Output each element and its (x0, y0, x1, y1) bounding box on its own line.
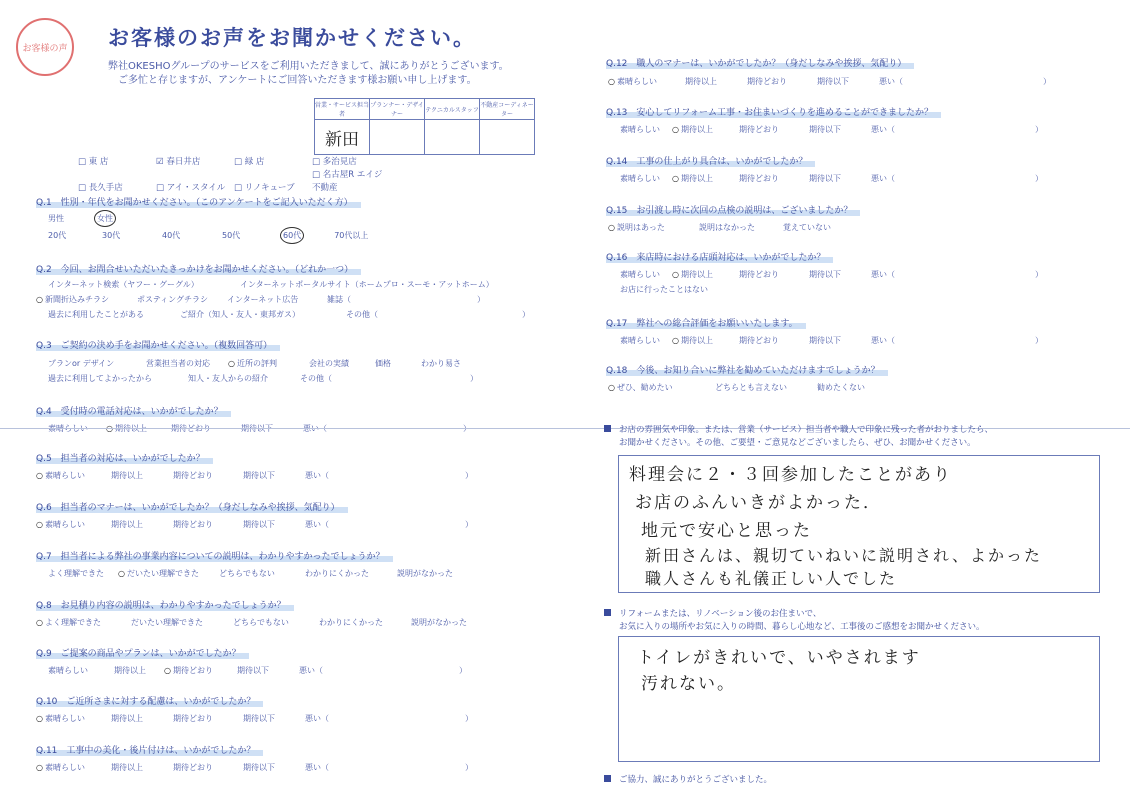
store-checkbox[interactable]: □ 東 店 (78, 157, 109, 167)
q11-option[interactable]: 期待以上 (110, 763, 143, 772)
q16-option-selected[interactable]: 期待以上 (680, 270, 713, 279)
q4-option-selected[interactable]: 期待以上 (114, 424, 147, 433)
q14-title (606, 154, 815, 167)
q11-option[interactable]: 期待以下 (242, 763, 275, 772)
q15-option[interactable]: 説明はなかった (698, 223, 755, 232)
q12-option[interactable]: 悪い（ (878, 77, 903, 86)
q10-title-text: Q.10 ご近所さまに対する配慮は、いかがでしたか？ (36, 694, 263, 707)
store-checkbox[interactable]: □ 多治見店 (312, 157, 357, 167)
q6-options: ○ 素晴らしい 期待以上 期待どおり 期待以下 悪い（ ） (36, 517, 473, 532)
staff-sales-value[interactable]: 新田 (315, 120, 370, 155)
q8-title-text: Q.8 お見積り内容の説明は、わかりやすかったでしょうか？ (36, 598, 294, 611)
q3-options: プランor デザイン 営業担当者の対応 ○ 近所の評判 会社の実績 価格 わかり易さ 過去に利用してよかったから 知人・友人からの紹介 その他（ ） (48, 356, 478, 386)
handwritten-line: トイレがきれいで、いやされます (637, 648, 921, 668)
store-checkbox[interactable]: ☑ 春日井店 (156, 157, 201, 167)
q2-option[interactable]: インターネット広告 (226, 295, 299, 304)
q7-title (36, 549, 393, 562)
q10-option[interactable]: 期待以上 (110, 714, 143, 723)
q17-option[interactable]: 悪い（ (870, 336, 895, 345)
q14-option[interactable]: 期待どおり (738, 174, 779, 183)
q3-option[interactable]: その他（ (300, 374, 332, 383)
q15-option-selected[interactable]: 説明はあった (616, 223, 665, 232)
q7-option-selected[interactable]: だいたい理解できた (126, 569, 199, 578)
q12-title-text: Q.12 職人のマナーは、いかがでしたか？（身だしなみや挨拶、気配り） (606, 56, 914, 69)
q1-option[interactable]: 40代 (162, 231, 181, 240)
q13-option[interactable]: 期待どおり (738, 125, 779, 134)
comment-prompt-line: お店の雰囲気や印象。または、営業（サービス）担当者や職人で印象に残った者がおりましたら、 (619, 425, 994, 435)
q3-option[interactable]: わかり易さ (420, 359, 461, 368)
q7-options: よく理解できた ○ だいたい理解できた どちらでもない わかりにくかった 説明がなかった (48, 566, 453, 581)
q2-option[interactable]: 雑誌（ (326, 295, 351, 304)
q13-title (606, 105, 941, 118)
q8-option[interactable]: わかりにくかった (318, 618, 383, 627)
q11-option[interactable]: 悪い（ (304, 763, 329, 772)
handwritten-line: 汚れない。 (641, 674, 736, 694)
q17-options: 素晴らしい ○ 期待以上 期待どおり 期待以下 悪い（ ） (620, 333, 1043, 348)
staff-header: プランナー・デザイナー (370, 99, 425, 120)
q11-title (36, 743, 263, 756)
staff-table (314, 98, 535, 155)
q17-title-text: Q.17 弊社への総合評価をお願いいたします。 (606, 316, 806, 329)
q3-option[interactable]: 過去に利用してよかったから (48, 374, 152, 383)
handwritten-line: 職人さんも礼儀正しい人でした (645, 569, 898, 588)
q2-title (36, 262, 361, 275)
q17-option[interactable]: 期待以下 (808, 336, 841, 345)
q4-option[interactable]: 期待どおり (170, 424, 211, 433)
q12-paren: ） (1042, 77, 1051, 86)
q18-option-selected[interactable]: ぜひ、勧めたい (616, 383, 673, 392)
q17-paren: ） (1034, 336, 1043, 345)
q16-option[interactable]: 素晴らしい (620, 270, 660, 279)
q14-options: 素晴らしい ○ 期待以上 期待どおり 期待以下 悪い（ ） (620, 171, 1043, 186)
q14-title-text: Q.14 工事の仕上がり具合は、いかがでしたか？ (606, 154, 815, 167)
handwritten-line: 新田さんは、親切ていねいに説明され、よかった (645, 546, 1042, 565)
q2-option[interactable]: その他（ (346, 310, 378, 319)
comment-prompt-line: お聞かせください。その他、ご要望・ご意見などございましたら、ぜひ、お聞かせください。 (619, 438, 976, 448)
intro-line: ご多忙と存じますが、アンケートにご回答いただきます様お願い申し上げます。 (118, 75, 477, 86)
q2-option[interactable]: 過去に利用したことがある (48, 310, 144, 319)
q5-option-selected[interactable]: 素晴らしい (44, 471, 85, 480)
q16-option[interactable]: 期待どおり (738, 270, 779, 279)
q1-title (36, 195, 361, 208)
q12-option[interactable]: 期待以上 (684, 77, 717, 86)
q3-option[interactable]: 知人・友人からの紹介 (188, 374, 268, 383)
q3-paren: ） (470, 374, 478, 383)
intro-text (108, 60, 509, 88)
q13-title-text: Q.13 安心してリフォーム工事・お住まいづくりを進めることができましたか？ (606, 105, 941, 118)
q12-option[interactable]: 期待どおり (746, 77, 787, 86)
q18-options: ○ ぜひ、勧めたい どちらとも言えない 勧めたくない (608, 380, 865, 395)
q16-option[interactable]: 期待以下 (808, 270, 841, 279)
q6-option[interactable]: 悪い（ (304, 520, 329, 529)
q16-option[interactable]: お店に行ったことはない (620, 285, 708, 294)
q2-option-selected[interactable]: 新聞折込みチラシ (44, 295, 109, 304)
staff-planner-value[interactable] (370, 120, 425, 155)
q5-option[interactable]: 悪い（ (304, 471, 329, 480)
q8-option[interactable]: 説明がなかった (410, 618, 467, 627)
q11-option[interactable]: 期待どおり (172, 763, 213, 772)
handwritten-line: 料理会に２・３回参加したことがあり (629, 465, 952, 485)
q14-option-selected[interactable]: 期待以上 (680, 174, 713, 183)
q2-option[interactable]: インターネット検索（ヤフー・グーグル） (48, 280, 199, 289)
store-checkbox[interactable]: □ 緑 店 (234, 157, 265, 167)
store-checkboxes (78, 156, 390, 195)
q2-paren: ） (476, 295, 485, 304)
q15-option[interactable]: 覚えていない (782, 223, 831, 232)
closing-text: ご協力、誠にありがとうございました。 (619, 775, 773, 785)
q3-option[interactable]: プランor デザイン (48, 359, 115, 368)
staff-header: 不動産コーディネーター (480, 99, 535, 120)
q18-title (606, 363, 888, 376)
q10-option-selected[interactable]: 素晴らしい (44, 714, 85, 723)
q5-option[interactable]: 期待以上 (110, 471, 143, 480)
q2-option[interactable]: ご紹介（知人・友人・東邦ガス） (180, 310, 300, 319)
store-checkbox[interactable]: □ 名古屋R エイジ不動産 (312, 170, 383, 193)
staff-realestate-value[interactable] (480, 120, 535, 155)
bullet-icon (604, 775, 611, 782)
q16-title-text: Q.16 来店時における店頭対応は、いかがでしたか？ (606, 250, 833, 263)
q6-option[interactable]: 期待以上 (110, 520, 143, 529)
q12-title (606, 56, 914, 69)
q15-title (606, 203, 860, 216)
q2-options: インターネット検索（ヤフー・グーグル） インターネットポータルサイト（ホームプロ・スーモ・アットホーム） ○ 新聞折込みチラシ ポスティングチラシ インターネット広告 雑誌（ ） 過去に利用したことがある ご紹介（知人・友人・東邦ガス） その他（ ） (48, 277, 530, 322)
q1-option-selected[interactable]: 60代 (280, 227, 304, 244)
q6-paren: ） (464, 520, 473, 529)
q3-option[interactable]: 営業担当者の対応 (146, 359, 210, 368)
q13-option[interactable]: 期待以下 (808, 125, 841, 134)
q14-option[interactable]: 素晴らしい (620, 174, 660, 183)
q2-paren: ） (522, 310, 530, 319)
q1-option[interactable]: 30代 (102, 231, 121, 240)
q13-option-selected[interactable]: 期待以上 (680, 125, 713, 134)
q11-option-selected[interactable]: 素晴らしい (44, 763, 85, 772)
q1-option[interactable]: 50代 (222, 231, 241, 240)
q4-options: 素晴らしい ○ 期待以上 期待どおり 期待以下 悪い（ ） (48, 421, 471, 436)
q14-option[interactable]: 期待以下 (808, 174, 841, 183)
q3-option[interactable]: 会社の実績 (308, 359, 349, 368)
q1-option[interactable]: 70代以上 (334, 231, 369, 240)
store-checkbox[interactable]: □ アイ・スタイル (156, 183, 226, 193)
q16-option[interactable]: 悪い（ (870, 270, 895, 279)
intro-line: 弊社OKESHOグループのサービスをご利用いただきまして、誠にありがとうございます。 (108, 61, 509, 72)
q5-option[interactable]: 期待どおり (172, 471, 213, 480)
q3-title (36, 338, 280, 351)
q15-title-text: Q.15 お引渡し時に次回の点検の説明は、ございましたか？ (606, 203, 860, 216)
q14-option[interactable]: 悪い（ (870, 174, 895, 183)
q6-option[interactable]: 期待以下 (242, 520, 275, 529)
q6-title (36, 500, 348, 513)
q5-title-text: Q.5 担当者の対応は、いかがでしたか？ (36, 451, 213, 464)
staff-tech-value[interactable] (425, 120, 480, 155)
company-stamp: お客様の声 (16, 18, 74, 76)
q7-title-text: Q.7 担当者による弊社の事業内容についての説明は、わかりやすかったでしょうか？ (36, 549, 393, 562)
q2-title-text: Q.2 今回、お問合せいただいたきっかけをお聞かせください。（どれか一つ） (36, 262, 361, 275)
q17-option[interactable]: 期待どおり (738, 336, 779, 345)
q10-option[interactable]: 期待どおり (172, 714, 213, 723)
q17-option[interactable]: 素晴らしい (620, 336, 660, 345)
q11-title-text: Q.11 工事中の美化・後片付けは、いかがでしたか？ (36, 743, 263, 756)
q3-title-text: Q.3 ご契約の決め手をお聞かせください。（複数回答可） (36, 338, 280, 351)
q9-title-text: Q.9 ご提案の商品やプランは、いかがでしたか？ (36, 646, 249, 659)
q6-option-selected[interactable]: 素晴らしい (44, 520, 85, 529)
q4-option[interactable]: 期待以下 (240, 424, 273, 433)
q18-title-text: Q.18 今後、お知り合いに弊社を勧めていただけますでしょうか？ (606, 363, 888, 376)
bullet-icon (604, 425, 611, 432)
q5-title (36, 451, 213, 464)
q9-option-selected[interactable]: 期待どおり (172, 666, 213, 675)
q3-option[interactable]: 価格 (374, 359, 391, 368)
comment-section-1-prompt (604, 424, 993, 450)
q13-option[interactable]: 悪い（ (870, 125, 895, 134)
q9-option[interactable]: 期待以下 (236, 666, 269, 675)
q11-options: ○ 素晴らしい 期待以上 期待どおり 期待以下 悪い（ ） (36, 760, 473, 775)
store-checkbox[interactable]: □ 長久手店 (78, 183, 123, 193)
q16-options: 素晴らしい ○ 期待以上 期待どおり 期待以下 悪い（ ） お店に行ったことはない (620, 267, 1043, 297)
page-title: お客様のお声をお聞かせください。 (108, 26, 476, 50)
q5-option[interactable]: 期待以下 (242, 471, 275, 480)
comment-box-1[interactable] (618, 455, 1100, 593)
q10-option[interactable]: 悪い（ (304, 714, 329, 723)
q4-title (36, 404, 231, 417)
handwritten-line: 地元で安心と思った (641, 521, 812, 541)
q6-title-text: Q.6 担当者のマナーは、いかがでしたか？（身だしなみや挨拶、気配り） (36, 500, 348, 513)
q1-option-selected[interactable]: 女性 (94, 210, 116, 227)
q4-paren: ） (462, 424, 471, 433)
q12-option-selected[interactable]: 素晴らしい (616, 77, 657, 86)
q12-option[interactable]: 期待以下 (816, 77, 849, 86)
q12-options: ○ 素晴らしい 期待以上 期待どおり 期待以下 悪い（ ） (608, 74, 1051, 89)
q17-title (606, 316, 806, 329)
q18-option[interactable]: どちらとも言えない (714, 383, 787, 392)
q1-option[interactable]: 20代 (48, 231, 67, 240)
q16-title (606, 250, 833, 263)
q5-paren: ） (464, 471, 473, 480)
q7-option[interactable]: どちらでもない (218, 569, 275, 578)
q14-paren: ） (1034, 174, 1043, 183)
q9-options: 素晴らしい 期待以上 ○ 期待どおり 期待以下 悪い（ ） (48, 663, 467, 678)
comment-prompt-line: リフォームまたは、リノベーション後のお住まいで、 (619, 609, 822, 619)
q13-options: 素晴らしい ○ 期待以上 期待どおり 期待以下 悪い（ ） (620, 122, 1043, 137)
q3-option-selected[interactable]: 近所の評判 (236, 359, 277, 368)
q13-paren: ） (1034, 125, 1043, 134)
staff-header: 営業・サービス担当者 (315, 99, 370, 120)
q10-title (36, 694, 263, 707)
closing-message (604, 774, 772, 787)
q5-options: ○ 素晴らしい 期待以上 期待どおり 期待以下 悪い（ ） (36, 468, 473, 483)
q4-option[interactable]: 素晴らしい (48, 424, 88, 433)
q18-option[interactable]: 勧めたくない (816, 383, 865, 392)
q2-option[interactable]: インターネットポータルサイト（ホームプロ・スーモ・アットホーム） (240, 280, 494, 289)
q9-option[interactable]: 悪い（ (298, 666, 323, 675)
q9-option[interactable]: 期待以上 (114, 666, 146, 675)
q6-option[interactable]: 期待どおり (172, 520, 213, 529)
comment-prompt-line: お気に入りの場所やお気に入りの時間、暮らし心地など、工事後のご感想をお聞かせください。 (619, 622, 985, 632)
q8-option[interactable]: どちらでもない (232, 618, 289, 627)
q7-option[interactable]: わかりにくかった (304, 569, 369, 578)
q1-option[interactable]: 男性 (48, 214, 64, 223)
handwritten-line: お店のふんいきがよかった． (635, 493, 882, 513)
q11-paren: ） (464, 763, 473, 772)
comment-box-2[interactable] (618, 636, 1100, 762)
q10-options: ○ 素晴らしい 期待以上 期待どおり 期待以下 悪い（ ） (36, 711, 473, 726)
q9-paren: ） (458, 666, 467, 675)
q7-option[interactable]: よく理解できた (48, 569, 104, 578)
q4-option[interactable]: 悪い（ (302, 424, 327, 433)
q9-option[interactable]: 素晴らしい (48, 666, 88, 675)
q8-options: ○ よく理解できた だいたい理解できた どちらでもない わかりにくかった 説明がなかった (36, 615, 467, 630)
q13-option[interactable]: 素晴らしい (620, 125, 660, 134)
q7-option[interactable]: 説明がなかった (396, 569, 453, 578)
q1-options (48, 210, 368, 244)
q8-option[interactable]: だいたい理解できた (130, 618, 203, 627)
staff-header: テクニカルスタッフ (425, 99, 480, 120)
q8-option-selected[interactable]: よく理解できた (44, 618, 101, 627)
store-checkbox[interactable]: □ リノキューブ (234, 183, 295, 193)
q8-title (36, 598, 294, 611)
comment-section-2-prompt (604, 608, 985, 634)
q9-title (36, 646, 249, 659)
q15-options: ○ 説明はあった 説明はなかった 覚えていない (608, 220, 831, 235)
q4-title-text: Q.4 受付時の電話対応は、いかがでしたか？ (36, 404, 231, 417)
q16-paren: ） (1034, 270, 1043, 279)
q1-title-text: Q.1 性別・年代をお聞かせください。（このアンケートをご記入いただく方） (36, 195, 361, 208)
bullet-icon (604, 609, 611, 616)
q17-option-selected[interactable]: 期待以上 (680, 336, 713, 345)
q10-paren: ） (464, 714, 473, 723)
q2-option[interactable]: ポスティングチラシ (136, 295, 209, 304)
q10-option[interactable]: 期待以下 (242, 714, 275, 723)
